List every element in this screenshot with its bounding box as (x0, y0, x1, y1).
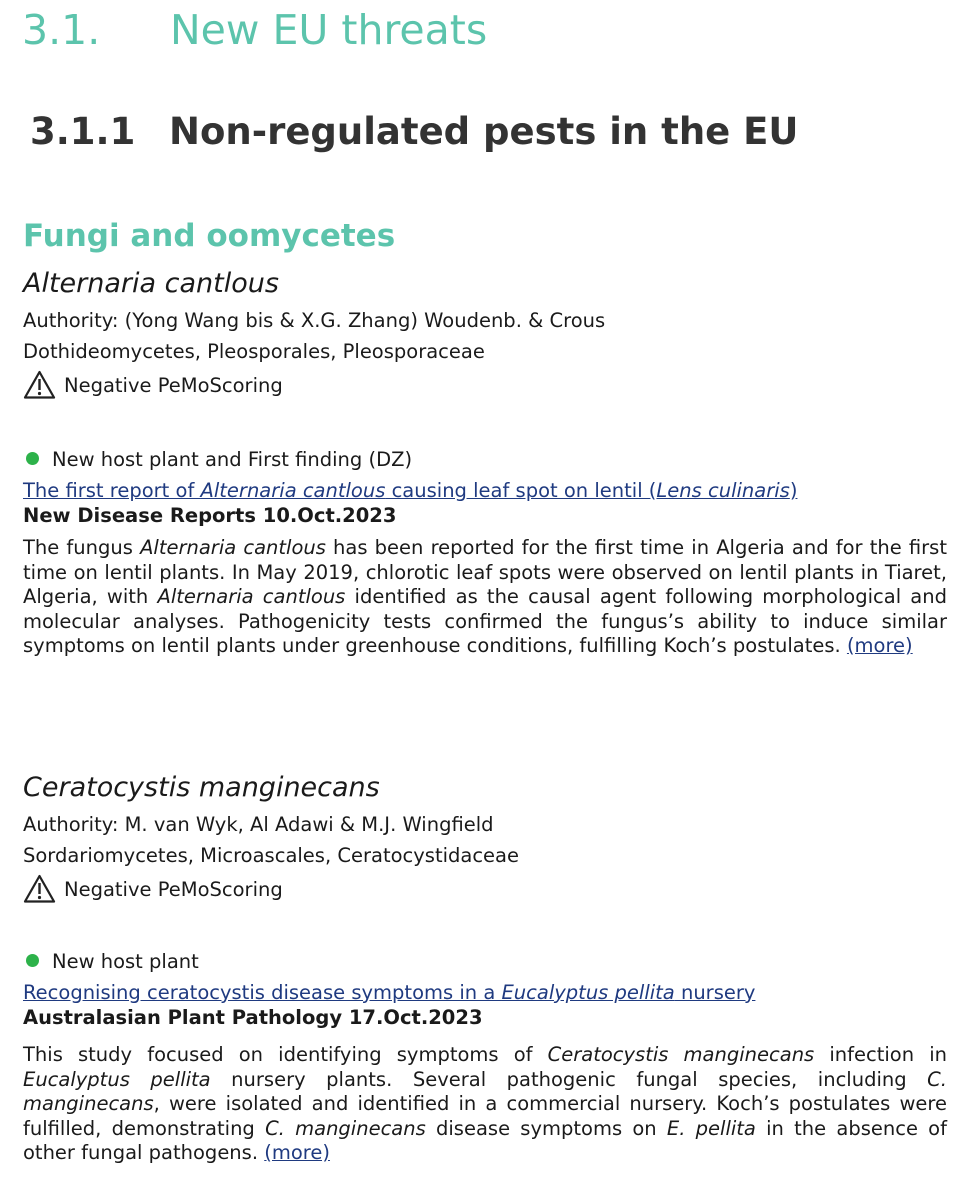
article-link[interactable] (23, 981, 755, 1004)
summary-text: disease symptoms on (425, 1116, 667, 1140)
summary-text: nursery plants. Several pathogenic fungal species, including (210, 1067, 928, 1091)
link-text: ) (789, 479, 798, 502)
article-link-row (23, 981, 755, 1004)
subsection-title: Non-regulated pests in the EU (169, 110, 799, 153)
summary-text: infection in (814, 1043, 947, 1066)
summary-species: E. pellita (666, 1116, 756, 1140)
status-dot-icon (26, 452, 39, 465)
status-text: New host plant (52, 950, 199, 973)
section-title: New EU threats (170, 6, 488, 54)
link-text: Recognising ceratocystis disease symptoms in a (23, 981, 502, 1004)
scoring-row (23, 874, 283, 904)
summary-species: Alternaria cantlous (157, 585, 346, 609)
species-name: Alternaria cantlous (23, 268, 279, 299)
summary-species: Alternaria cantlous (140, 536, 326, 559)
status-row (23, 448, 412, 471)
summary-text: , were isolated and identified in a commercial nursery. Koch’s postulates were fulfilled, demonstrating (23, 1092, 947, 1140)
article-link[interactable] (23, 479, 797, 502)
summary-paragraph (23, 536, 947, 659)
group-heading: Fungi and oomycetes (23, 218, 396, 254)
status-text: New host plant and First finding (DZ) (52, 448, 413, 471)
source-text: Australasian Plant Pathology 17.Oct.2023 (23, 1006, 483, 1029)
source-text: New Disease Reports 10.Oct.2023 (23, 504, 397, 527)
link-text: nursery (674, 981, 756, 1004)
subsection-heading (30, 110, 798, 153)
link-text: The first report of (23, 479, 201, 502)
taxonomy-text: Sordariomycetes, Microascales, Ceratocystidaceae (23, 844, 519, 867)
species-name: Ceratocystis manginecans (23, 772, 380, 803)
link-species: Eucalyptus pellita (501, 981, 675, 1004)
summary-species: Eucalyptus pellita (23, 1067, 211, 1091)
section-number: 3.1. (22, 6, 101, 54)
warning-icon (23, 874, 56, 904)
status-dot-icon (26, 954, 39, 967)
warning-icon (23, 370, 56, 400)
section-heading (22, 6, 487, 54)
scoring-row (23, 370, 283, 400)
summary-species: C. manginecans (265, 1116, 426, 1140)
summary-text: has been reported for the first time in Algeria and for the first time on lentil plants. In May 2019, chlorotic leaf spots were observed on lentil plants in Tiaret, Algeria, with (23, 536, 947, 609)
authority-text: Authority: (Yong Wang bis & X.G. Zhang) Woudenb. & Crous (23, 309, 606, 332)
scoring-text: Negative PeMoScoring (64, 373, 283, 397)
taxonomy-text: Dothideomycetes, Pleosporales, Pleosporaceae (23, 340, 485, 363)
summary-text: identified as the causal agent following morphological and molecular analyses. Pathogenicity tests confirmed the fungus’s ability to induce similar symptoms on lentil plants under greenhouse conditions, fulfilling Koch’s postulates. (23, 585, 947, 658)
summary-species: C. manginecans (23, 1067, 947, 1116)
link-species: Alternaria cantlous (200, 479, 386, 502)
summary-text: The fungus (23, 536, 141, 559)
authority-text: Authority: M. van Wyk, Al Adawi & M.J. Wingfield (23, 813, 494, 836)
more-link[interactable]: (more) (264, 1141, 330, 1165)
article-link-row (23, 479, 797, 502)
subsection-number: 3.1.1 (30, 110, 136, 153)
summary-paragraph (23, 1043, 947, 1166)
status-row (23, 950, 199, 973)
link-text: causing leaf spot on lentil ( (385, 479, 657, 502)
summary-species: Ceratocystis manginecans (547, 1043, 815, 1066)
more-link[interactable]: (more) (846, 634, 913, 658)
summary-text: in the absence of other fungal pathogens. (23, 1116, 947, 1165)
summary-text: This study focused on identifying symptoms of (23, 1043, 548, 1066)
scoring-text: Negative PeMoScoring (64, 877, 283, 901)
link-species: Lens culinaris (656, 479, 790, 502)
